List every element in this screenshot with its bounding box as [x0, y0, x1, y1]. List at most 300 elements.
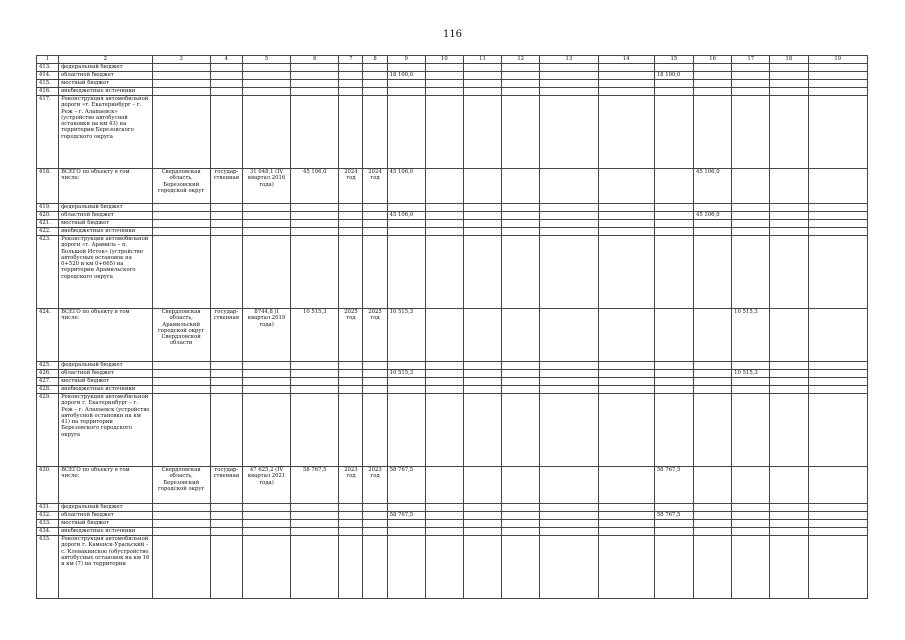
value-cell	[387, 204, 425, 212]
value-cell	[502, 370, 540, 378]
column-header: 9	[387, 56, 425, 64]
value-cell: 10 515,3	[387, 309, 425, 362]
column-header: 2	[59, 56, 152, 64]
value-cell	[425, 512, 463, 520]
value-cell: 2024 год	[339, 169, 363, 204]
value-cell	[463, 220, 501, 228]
value-cell	[502, 512, 540, 520]
row-number-cell: 413.	[37, 64, 59, 72]
value-cell	[598, 362, 654, 370]
value-cell	[363, 362, 387, 370]
value-cell	[502, 212, 540, 220]
row-number-cell: 423.	[37, 236, 59, 309]
row-number-cell: 435.	[37, 536, 59, 599]
value-cell	[152, 378, 210, 386]
value-cell	[291, 80, 339, 88]
table-row	[37, 504, 868, 512]
value-cell	[598, 212, 654, 220]
row-number-cell: 432.	[37, 512, 59, 520]
value-cell	[540, 169, 598, 204]
value-cell	[502, 386, 540, 394]
value-cell	[732, 212, 770, 220]
row-name-cell: ВСЕГО по объекту в том числе:	[59, 169, 152, 204]
table-row	[37, 520, 868, 528]
value-cell: государ-ственная	[210, 169, 242, 204]
value-cell	[808, 386, 867, 394]
value-cell	[654, 536, 693, 599]
value-cell	[425, 394, 463, 467]
value-cell	[808, 212, 867, 220]
value-cell	[502, 96, 540, 169]
value-cell	[210, 96, 242, 169]
value-cell	[808, 378, 867, 386]
value-cell	[339, 528, 363, 536]
value-cell	[694, 64, 732, 72]
value-cell	[463, 80, 501, 88]
value-cell	[808, 96, 867, 169]
value-cell	[654, 220, 693, 228]
value-cell	[732, 96, 770, 169]
value-cell	[387, 228, 425, 236]
value-cell	[242, 212, 290, 220]
budget-table	[36, 55, 868, 599]
value-cell	[339, 212, 363, 220]
value-cell	[694, 386, 732, 394]
value-cell	[425, 536, 463, 599]
value-cell	[770, 228, 808, 236]
value-cell	[242, 362, 290, 370]
value-cell: 58 767,5	[291, 467, 339, 504]
value-cell	[291, 212, 339, 220]
value-cell	[732, 236, 770, 309]
row-name-cell: местный бюджет	[59, 520, 152, 528]
value-cell	[210, 72, 242, 80]
row-number-cell: 427.	[37, 378, 59, 386]
value-cell	[808, 467, 867, 504]
value-cell	[770, 536, 808, 599]
table-row	[37, 536, 868, 599]
row-name-cell: Реконструкция автомобильной дороги «г. Екатеринбург – г. Реж – г. Алапаевск» (устройство автобусной остановки на км 43) на территории Березовского городского округа	[59, 96, 152, 169]
value-cell	[387, 96, 425, 169]
value-cell	[732, 80, 770, 88]
column-header: 5	[242, 56, 290, 64]
value-cell	[540, 520, 598, 528]
value-cell: Свердловская область, Березовский городской округ	[152, 169, 210, 204]
value-cell	[152, 80, 210, 88]
value-cell	[291, 96, 339, 169]
value-cell	[242, 204, 290, 212]
value-cell	[339, 88, 363, 96]
value-cell: 45 106,0	[694, 212, 732, 220]
value-cell	[242, 512, 290, 520]
value-cell	[463, 228, 501, 236]
value-cell	[540, 394, 598, 467]
value-cell	[363, 394, 387, 467]
value-cell	[694, 236, 732, 309]
column-header: 10	[425, 56, 463, 64]
table-row	[37, 362, 868, 370]
value-cell	[770, 378, 808, 386]
value-cell	[387, 64, 425, 72]
value-cell	[654, 169, 693, 204]
value-cell	[770, 512, 808, 520]
row-number-cell: 419.	[37, 204, 59, 212]
value-cell	[387, 520, 425, 528]
value-cell	[291, 378, 339, 386]
value-cell: 10 515,3	[732, 370, 770, 378]
value-cell	[152, 362, 210, 370]
value-cell	[387, 80, 425, 88]
table-row	[37, 236, 868, 309]
value-cell	[770, 467, 808, 504]
value-cell	[502, 88, 540, 96]
row-number-cell: 414.	[37, 72, 59, 80]
value-cell	[808, 394, 867, 467]
value-cell	[502, 64, 540, 72]
value-cell	[339, 512, 363, 520]
value-cell	[732, 64, 770, 72]
value-cell	[808, 528, 867, 536]
value-cell	[654, 362, 693, 370]
value-cell	[210, 204, 242, 212]
value-cell	[291, 204, 339, 212]
value-cell	[152, 386, 210, 394]
table-row	[37, 80, 868, 88]
page-number: 116	[442, 29, 463, 40]
value-cell	[210, 88, 242, 96]
value-cell	[291, 536, 339, 599]
value-cell	[732, 386, 770, 394]
row-name-cell: внебюджетные источники	[59, 88, 152, 96]
value-cell	[770, 212, 808, 220]
value-cell	[732, 204, 770, 212]
value-cell	[152, 204, 210, 212]
value-cell	[291, 528, 339, 536]
value-cell	[598, 169, 654, 204]
row-number-cell: 420.	[37, 212, 59, 220]
value-cell	[540, 386, 598, 394]
value-cell	[291, 386, 339, 394]
value-cell	[291, 220, 339, 228]
value-cell	[210, 370, 242, 378]
value-cell	[654, 520, 693, 528]
value-cell	[210, 378, 242, 386]
value-cell	[363, 220, 387, 228]
value-cell	[770, 504, 808, 512]
value-cell	[540, 204, 598, 212]
value-cell	[502, 80, 540, 88]
value-cell	[598, 236, 654, 309]
value-cell	[387, 504, 425, 512]
value-cell	[808, 309, 867, 362]
table-row	[37, 467, 868, 504]
value-cell	[770, 236, 808, 309]
value-cell: 58 767,5	[387, 512, 425, 520]
value-cell	[808, 536, 867, 599]
value-cell	[463, 512, 501, 520]
value-cell	[463, 169, 501, 204]
value-cell: 18 100,0	[654, 72, 693, 80]
value-cell	[210, 528, 242, 536]
value-cell	[291, 236, 339, 309]
value-cell	[808, 512, 867, 520]
column-header: 3	[152, 56, 210, 64]
value-cell	[808, 236, 867, 309]
value-cell	[463, 394, 501, 467]
value-cell	[732, 394, 770, 467]
value-cell	[363, 212, 387, 220]
value-cell	[152, 528, 210, 536]
value-cell	[425, 378, 463, 386]
value-cell	[242, 72, 290, 80]
row-name-cell: областной бюджет	[59, 72, 152, 80]
value-cell	[210, 512, 242, 520]
row-number-cell: 421.	[37, 220, 59, 228]
value-cell	[291, 370, 339, 378]
value-cell: государ-ственная	[210, 467, 242, 504]
row-number-cell: 426.	[37, 370, 59, 378]
row-number-cell: 434.	[37, 528, 59, 536]
value-cell	[694, 394, 732, 467]
value-cell	[694, 80, 732, 88]
value-cell	[339, 204, 363, 212]
value-cell	[732, 520, 770, 528]
value-cell	[210, 228, 242, 236]
value-cell	[502, 467, 540, 504]
table-row	[37, 309, 868, 362]
row-number-cell: 431.	[37, 504, 59, 512]
column-header: 1	[37, 56, 59, 64]
value-cell	[732, 528, 770, 536]
row-name-cell: федеральный бюджет	[59, 362, 152, 370]
value-cell	[502, 309, 540, 362]
row-name-cell: федеральный бюджет	[59, 504, 152, 512]
value-cell	[387, 88, 425, 96]
value-cell	[363, 386, 387, 394]
row-name-cell: местный бюджет	[59, 80, 152, 88]
row-number-cell: 415.	[37, 80, 59, 88]
value-cell	[425, 72, 463, 80]
value-cell	[363, 88, 387, 96]
value-cell	[339, 236, 363, 309]
value-cell	[425, 504, 463, 512]
value-cell	[540, 228, 598, 236]
row-name-cell: областной бюджет	[59, 512, 152, 520]
value-cell	[291, 504, 339, 512]
value-cell	[210, 362, 242, 370]
table-row	[37, 228, 868, 236]
value-cell	[463, 236, 501, 309]
value-cell: 58 767,5	[654, 512, 693, 520]
value-cell	[463, 64, 501, 72]
value-cell	[291, 72, 339, 80]
value-cell	[770, 520, 808, 528]
column-header: 4	[210, 56, 242, 64]
table-row	[37, 64, 868, 72]
value-cell	[210, 64, 242, 72]
value-cell	[654, 212, 693, 220]
value-cell	[339, 96, 363, 169]
value-cell	[339, 80, 363, 88]
value-cell	[770, 309, 808, 362]
value-cell	[152, 72, 210, 80]
value-cell	[387, 394, 425, 467]
value-cell	[808, 228, 867, 236]
value-cell	[463, 204, 501, 212]
value-cell	[425, 80, 463, 88]
value-cell: Свердловская область, Березовский городской округ	[152, 467, 210, 504]
value-cell	[463, 504, 501, 512]
value-cell	[540, 236, 598, 309]
value-cell	[808, 520, 867, 528]
row-name-cell: ВСЕГО по объекту в том числе:	[59, 467, 152, 504]
value-cell	[694, 220, 732, 228]
value-cell	[425, 520, 463, 528]
value-cell	[152, 220, 210, 228]
value-cell	[502, 236, 540, 309]
value-cell	[808, 220, 867, 228]
value-cell	[540, 212, 598, 220]
value-cell	[291, 64, 339, 72]
value-cell: 2024 год	[363, 169, 387, 204]
value-cell	[808, 72, 867, 80]
value-cell: 2025 год	[363, 309, 387, 362]
value-cell	[732, 169, 770, 204]
value-cell	[694, 528, 732, 536]
value-cell	[242, 88, 290, 96]
value-cell	[694, 309, 732, 362]
value-cell	[425, 236, 463, 309]
value-cell	[425, 64, 463, 72]
value-cell	[425, 362, 463, 370]
value-cell	[540, 96, 598, 169]
value-cell	[152, 64, 210, 72]
table-body	[37, 56, 868, 599]
column-header: 18	[770, 56, 808, 64]
row-name-cell: Реконструкция автомобильной дороги г. Екатеринбург – г. Реж – г. Алапаевск (устройство автобусной остановки на км 41) на территории Березовского городского округа	[59, 394, 152, 467]
value-cell	[425, 228, 463, 236]
value-cell	[598, 96, 654, 169]
table-row	[37, 528, 868, 536]
column-header: 19	[808, 56, 867, 64]
value-cell	[732, 72, 770, 80]
value-cell	[808, 80, 867, 88]
value-cell	[598, 204, 654, 212]
value-cell	[242, 528, 290, 536]
value-cell	[808, 504, 867, 512]
value-cell	[598, 220, 654, 228]
value-cell	[242, 228, 290, 236]
value-cell	[502, 228, 540, 236]
value-cell	[598, 386, 654, 394]
value-cell	[363, 528, 387, 536]
value-cell	[654, 64, 693, 72]
column-header: 15	[654, 56, 693, 64]
value-cell	[339, 72, 363, 80]
row-number-cell: 428.	[37, 386, 59, 394]
value-cell	[540, 512, 598, 520]
value-cell	[654, 236, 693, 309]
value-cell	[210, 520, 242, 528]
value-cell	[502, 362, 540, 370]
value-cell	[598, 394, 654, 467]
column-header: 8	[363, 56, 387, 64]
value-cell	[808, 370, 867, 378]
value-cell	[732, 504, 770, 512]
column-header: 7	[339, 56, 363, 64]
value-cell	[463, 370, 501, 378]
value-cell	[598, 228, 654, 236]
value-cell: 8744,8 (I квартал 2019 года)	[242, 309, 290, 362]
value-cell	[732, 536, 770, 599]
value-cell	[210, 394, 242, 467]
value-cell	[291, 394, 339, 467]
value-cell	[598, 370, 654, 378]
table-row	[37, 88, 868, 96]
value-cell	[210, 212, 242, 220]
value-cell	[363, 64, 387, 72]
row-name-cell: местный бюджет	[59, 378, 152, 386]
value-cell	[463, 88, 501, 96]
value-cell	[694, 370, 732, 378]
table-row	[37, 204, 868, 212]
value-cell	[152, 96, 210, 169]
value-cell	[152, 520, 210, 528]
value-cell	[654, 394, 693, 467]
value-cell	[387, 536, 425, 599]
value-cell	[654, 378, 693, 386]
value-cell	[363, 520, 387, 528]
value-cell	[425, 204, 463, 212]
value-cell	[732, 378, 770, 386]
value-cell	[242, 96, 290, 169]
value-cell	[694, 512, 732, 520]
value-cell	[463, 96, 501, 169]
value-cell	[770, 394, 808, 467]
row-name-cell: областной бюджет	[59, 370, 152, 378]
row-name-cell: федеральный бюджет	[59, 64, 152, 72]
value-cell	[291, 362, 339, 370]
value-cell	[242, 80, 290, 88]
value-cell	[694, 536, 732, 599]
value-cell	[540, 88, 598, 96]
value-cell	[732, 467, 770, 504]
value-cell	[540, 72, 598, 80]
value-cell: 10 515,3	[291, 309, 339, 362]
value-cell	[598, 309, 654, 362]
value-cell	[210, 504, 242, 512]
value-cell	[339, 64, 363, 72]
value-cell	[654, 96, 693, 169]
value-cell	[152, 236, 210, 309]
value-cell	[732, 512, 770, 520]
table-row	[37, 212, 868, 220]
value-cell: 31 048,1 (IV квартал 2016 года)	[242, 169, 290, 204]
value-cell	[363, 512, 387, 520]
value-cell	[152, 536, 210, 599]
row-name-cell: областной бюджет	[59, 212, 152, 220]
value-cell	[694, 88, 732, 96]
row-number-cell: 424.	[37, 309, 59, 362]
value-cell	[732, 362, 770, 370]
value-cell	[425, 88, 463, 96]
value-cell	[654, 228, 693, 236]
value-cell	[770, 72, 808, 80]
value-cell	[363, 504, 387, 512]
value-cell	[463, 528, 501, 536]
table-row	[37, 512, 868, 520]
value-cell	[387, 362, 425, 370]
